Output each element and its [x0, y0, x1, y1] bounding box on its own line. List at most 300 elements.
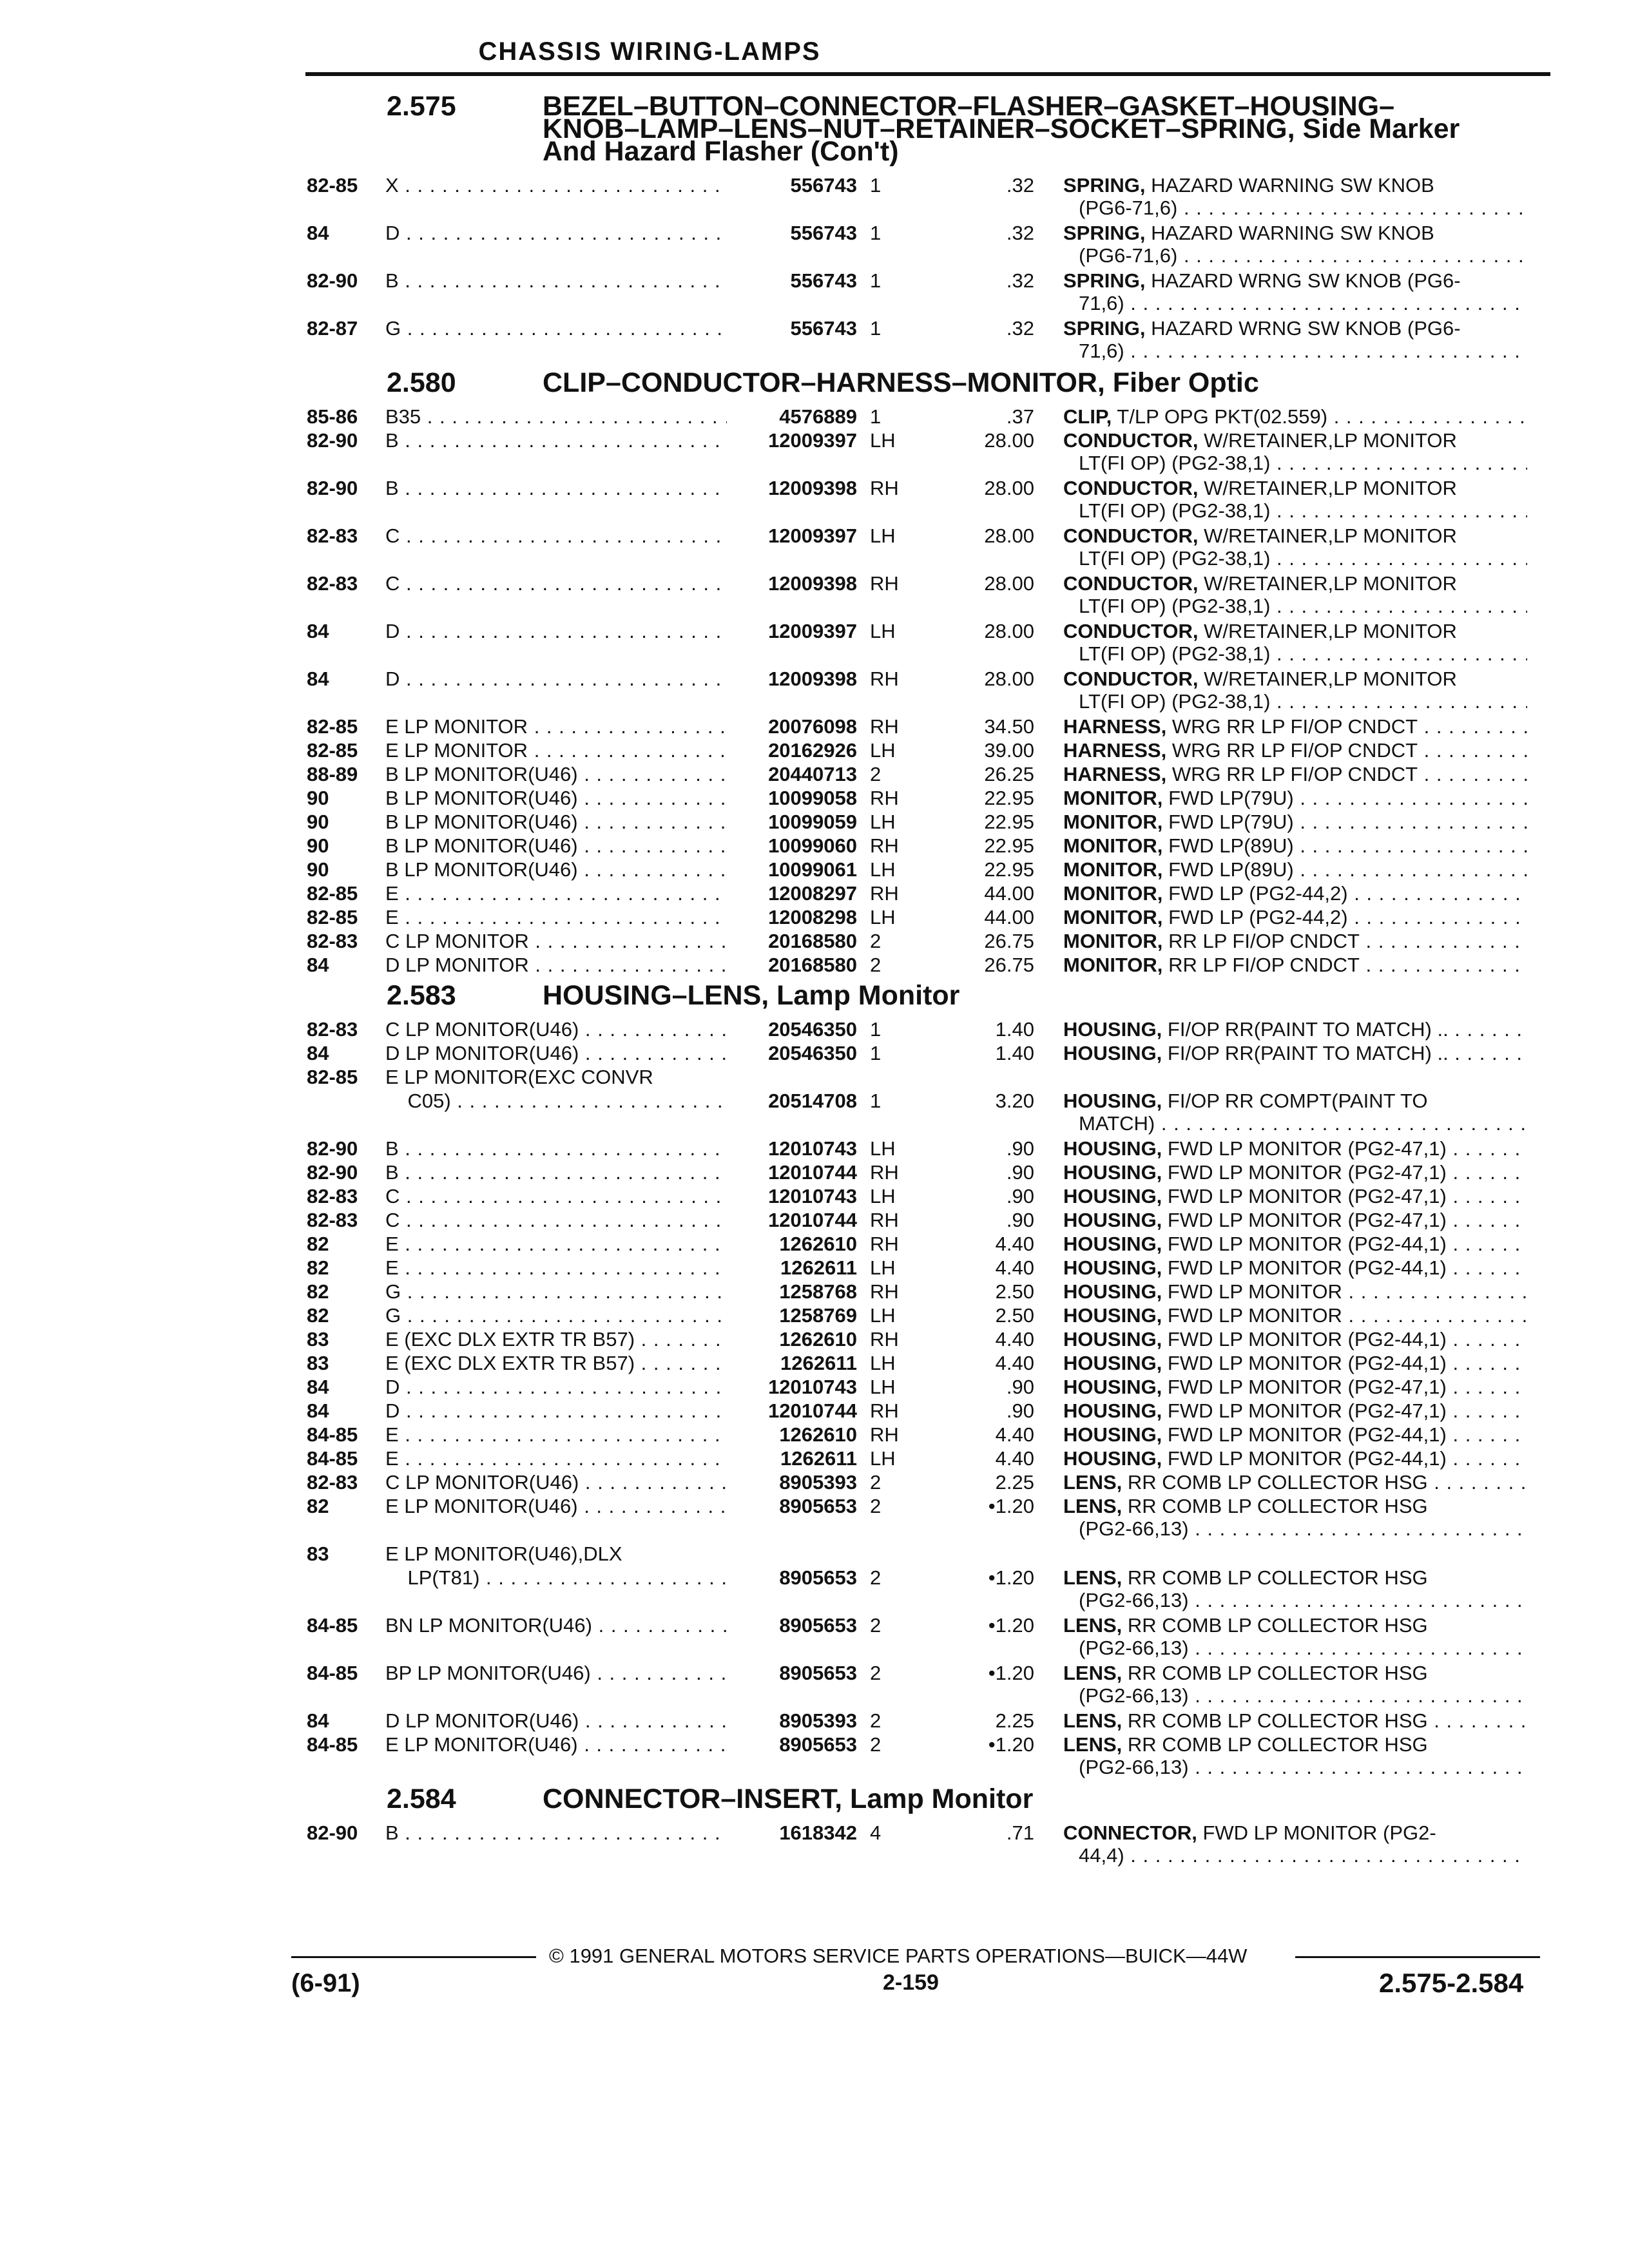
quantity: 2: [870, 1495, 882, 1517]
model-year: 84: [307, 954, 329, 976]
price: 28.00: [984, 429, 1034, 452]
part-name: [1063, 1375, 1527, 1399]
usage-description: B . . .: [385, 1160, 727, 1184]
part-name-keyword: CONNECTOR,: [1063, 1821, 1197, 1844]
part-name-detail: FWD LP MONITOR (PG2-44,1): [1167, 1447, 1447, 1470]
part-number: 1262610: [779, 1233, 857, 1255]
part-number: 1258768: [779, 1280, 857, 1303]
model-year: 82: [307, 1495, 329, 1517]
part-row: [0, 1566, 1629, 1590]
part-row: [0, 269, 1629, 293]
part-name-keyword: CONDUCTOR,: [1063, 429, 1199, 452]
model-year: 83: [307, 1542, 329, 1565]
part-name-detail: RR COMB LP COLLECTOR HSG: [1127, 1709, 1428, 1732]
section-title-line: HOUSING–LENS, Lamp Monitor: [543, 980, 960, 1011]
usage-description: X . . .: [385, 173, 727, 197]
price: 4.40: [995, 1447, 1034, 1470]
price: 4.40: [995, 1233, 1034, 1255]
part-row: [0, 572, 1629, 595]
model-year: 82-90: [307, 429, 358, 452]
usage-description: E . . .: [385, 1256, 727, 1280]
quantity: LH: [870, 1137, 896, 1160]
part-name-keyword: CLIP,: [1063, 405, 1112, 428]
price: •1.20: [988, 1566, 1034, 1589]
model-year: 84-85: [307, 1447, 358, 1470]
price: 1.40: [995, 1042, 1034, 1064]
part-row: [0, 1137, 1629, 1160]
part-name: [1063, 834, 1527, 858]
part-row: [0, 1494, 1629, 1518]
model-year: 83: [307, 1352, 329, 1374]
quantity: RH: [870, 1399, 899, 1422]
quantity: 1: [870, 269, 882, 292]
part-number: 8905393: [779, 1471, 857, 1494]
part-name-keyword: HOUSING,: [1063, 1352, 1162, 1374]
price: 26.75: [984, 930, 1034, 952]
usage-description: C . . .: [385, 572, 727, 595]
price: 2.50: [995, 1280, 1034, 1303]
part-name-continuation: (PG2-66,13) . . .: [1079, 1636, 1527, 1660]
part-name: [1063, 810, 1527, 834]
part-number: 12010743: [768, 1185, 857, 1207]
title-rule: [305, 72, 1550, 76]
part-number: 556743: [790, 222, 857, 244]
usage-description: B . . .: [385, 476, 727, 500]
part-row: [0, 738, 1629, 762]
part-name-detail: FWD LP MONITOR (PG2-47,1): [1167, 1161, 1447, 1184]
part-row: [0, 786, 1629, 810]
part-name-continuation: 71,6) . . .: [1079, 291, 1527, 315]
price: 22.95: [984, 834, 1034, 857]
usage-description: E LP MONITOR(U46),DLX: [385, 1542, 622, 1565]
part-name: [1063, 953, 1527, 977]
price: 26.75: [984, 954, 1034, 976]
part-row-continuation: [0, 451, 1629, 475]
usage-description: B35 . . .: [385, 405, 727, 428]
price: .90: [1006, 1137, 1034, 1160]
part-row: [0, 1017, 1629, 1041]
part-row: [0, 1542, 1629, 1566]
part-name-keyword: MONITOR,: [1063, 954, 1163, 976]
model-year: 84-85: [307, 1423, 358, 1446]
part-row: [0, 667, 1629, 691]
part-name: [1063, 572, 1527, 595]
section-number: 2.575: [387, 91, 456, 122]
part-name-keyword: LENS,: [1063, 1662, 1123, 1684]
price: 28.00: [984, 477, 1034, 499]
part-name: [1063, 1613, 1527, 1637]
price: 4.40: [995, 1423, 1034, 1446]
part-name-detail: W/RETAINER,LP MONITOR: [1204, 620, 1457, 642]
quantity: LH: [870, 620, 896, 642]
part-row: [0, 715, 1629, 738]
model-year: 82-83: [307, 930, 358, 952]
usage-description: E LP MONITOR(U46) . . .: [385, 1733, 727, 1756]
quantity: 2: [870, 930, 882, 952]
part-row: [0, 762, 1629, 786]
part-name: [1063, 269, 1527, 293]
part-name: [1063, 1446, 1527, 1470]
price: .71: [1006, 1821, 1034, 1844]
model-year: 82-90: [307, 1161, 358, 1184]
model-year: 82-90: [307, 477, 358, 499]
quantity: LH: [870, 1304, 896, 1327]
usage-description: E LP MONITOR(U46) . . .: [385, 1494, 727, 1518]
part-name-detail: RR COMB LP COLLECTOR HSG: [1127, 1733, 1428, 1756]
part-name: [1063, 476, 1527, 500]
part-number: 10099060: [768, 834, 857, 857]
usage-description: C . . .: [385, 1208, 727, 1232]
model-year: 82-87: [307, 317, 358, 340]
quantity: LH: [870, 739, 896, 762]
part-number: 20168580: [768, 954, 857, 976]
part-number: 20076098: [768, 715, 857, 738]
footer-section-range: 2.575-2.584: [1379, 1968, 1524, 1998]
model-year: 82-85: [307, 1066, 358, 1088]
part-name: [1063, 1327, 1527, 1351]
part-name: [1063, 1821, 1527, 1845]
part-name-detail: WRG RR LP FI/OP CNDCT: [1171, 763, 1418, 785]
part-name: [1063, 762, 1527, 786]
part-row: [0, 1256, 1629, 1280]
part-name: [1063, 173, 1527, 197]
part-name: [1063, 405, 1527, 428]
model-year: 84-85: [307, 1662, 358, 1684]
part-row-continuation: [0, 1588, 1629, 1612]
quantity: LH: [870, 906, 896, 928]
part-number: 12009398: [768, 572, 857, 595]
part-row: [0, 1661, 1629, 1685]
part-name-keyword: MONITOR,: [1063, 858, 1163, 881]
usage-description: B LP MONITOR(U46) . . .: [385, 810, 727, 834]
part-name-detail: FWD LP MONITOR (PG2-44,1): [1167, 1256, 1447, 1279]
price: 4.40: [995, 1256, 1034, 1279]
part-name-detail: HAZARD WRNG SW KNOB (PG6-: [1151, 269, 1461, 292]
part-number: 556743: [790, 269, 857, 292]
model-year: 82: [307, 1256, 329, 1279]
part-row: [0, 881, 1629, 905]
usage-description: BP LP MONITOR(U46) . . .: [385, 1661, 727, 1685]
part-row-continuation: [0, 1843, 1629, 1867]
part-row-continuation: [0, 689, 1629, 713]
quantity: RH: [870, 834, 899, 857]
part-name: [1063, 1089, 1527, 1113]
part-row: [0, 1184, 1629, 1208]
part-number: 20168580: [768, 930, 857, 952]
usage-description: D . . .: [385, 1375, 727, 1399]
part-name-detail: FWD LP(89U): [1168, 858, 1294, 881]
usage-description: B LP MONITOR(U46) . . .: [385, 858, 727, 881]
part-row: [0, 1208, 1629, 1232]
price: .32: [1006, 269, 1034, 292]
part-name: [1063, 1160, 1527, 1184]
part-name-keyword: SPRING,: [1063, 317, 1146, 340]
footer-rule-right: [1295, 1956, 1540, 1958]
usage-description: E . . .: [385, 1232, 727, 1256]
part-name-detail: FI/OP RR(PAINT TO MATCH) ..: [1167, 1042, 1449, 1064]
price: 22.95: [984, 811, 1034, 833]
section-number: 2.583: [387, 980, 456, 1011]
part-name-keyword: LENS,: [1063, 1614, 1123, 1637]
footer-page-number: 2-159: [883, 1970, 939, 1995]
quantity: 2: [870, 1471, 882, 1494]
part-name-detail: FWD LP MONITOR (PG2-47,1): [1167, 1376, 1447, 1398]
part-name: [1063, 905, 1527, 929]
model-year: 88-89: [307, 763, 358, 785]
usage-description: LP(T81) . . .: [385, 1566, 727, 1590]
part-row-continuation: [0, 1517, 1629, 1541]
part-row: [0, 405, 1629, 428]
model-year: 82-90: [307, 269, 358, 292]
part-name-detail: FWD LP MONITOR (PG2-44,1): [1167, 1233, 1447, 1255]
usage-description: BN LP MONITOR(U46) . . .: [385, 1613, 727, 1637]
part-row: [0, 1821, 1629, 1845]
usage-description: E LP MONITOR . . .: [385, 738, 727, 762]
part-number: 8905653: [779, 1733, 857, 1756]
part-row: [0, 953, 1629, 977]
part-name: [1063, 1470, 1527, 1494]
quantity: RH: [870, 715, 899, 738]
part-name: [1063, 1232, 1527, 1256]
part-name-detail: FWD LP (PG2-44,2): [1168, 906, 1348, 928]
model-year: 90: [307, 858, 329, 881]
section-title-line: CONNECTOR–INSERT, Lamp Monitor: [543, 1783, 1034, 1814]
part-name-keyword: HOUSING,: [1063, 1137, 1162, 1160]
footer-rule-left: [291, 1956, 536, 1958]
usage-description: E . . .: [385, 905, 727, 929]
quantity: RH: [870, 572, 899, 595]
part-row: [0, 810, 1629, 834]
part-name-detail: W/RETAINER,LP MONITOR: [1204, 668, 1457, 690]
part-name-detail: W/RETAINER,LP MONITOR: [1204, 477, 1457, 499]
part-name-continuation: 44,4) . . .: [1079, 1843, 1527, 1867]
part-name-continuation: LT(FI OP) (PG2-38,1) . . .: [1079, 642, 1527, 666]
part-number: 12010743: [768, 1376, 857, 1398]
part-number: 12010744: [768, 1399, 857, 1422]
part-name-keyword: LENS,: [1063, 1733, 1123, 1756]
part-name-detail: RR COMB LP COLLECTOR HSG: [1127, 1662, 1428, 1684]
model-year: 84: [307, 1376, 329, 1398]
part-name-keyword: HOUSING,: [1063, 1042, 1162, 1064]
part-name-detail: FWD LP(89U): [1168, 834, 1294, 857]
part-row-continuation: [0, 546, 1629, 570]
quantity: 1: [870, 1090, 882, 1112]
usage-description: B . . .: [385, 1821, 727, 1845]
part-number: 556743: [790, 317, 857, 340]
quantity: 2: [870, 1662, 882, 1684]
part-row: [0, 1041, 1629, 1065]
part-name-keyword: CONDUCTOR,: [1063, 620, 1199, 642]
part-row-continuation: [0, 642, 1629, 666]
part-name: [1063, 715, 1527, 738]
quantity: RH: [870, 1233, 899, 1255]
usage-description: G . . .: [385, 1280, 727, 1303]
price: 26.25: [984, 763, 1034, 785]
quantity: LH: [870, 524, 896, 547]
part-name-keyword: HOUSING,: [1063, 1399, 1162, 1422]
quantity: 1: [870, 1018, 882, 1041]
part-name: [1063, 786, 1527, 810]
quantity: RH: [870, 477, 899, 499]
quantity: 1: [870, 317, 882, 340]
part-name: [1063, 524, 1527, 548]
part-name-keyword: HOUSING,: [1063, 1423, 1162, 1446]
part-row-continuation: [0, 196, 1629, 220]
part-number: 10099061: [768, 858, 857, 881]
part-name: [1063, 1208, 1527, 1232]
part-row-continuation: [0, 1111, 1629, 1135]
part-name-keyword: MONITOR,: [1063, 882, 1163, 905]
usage-description: D . . .: [385, 667, 727, 691]
price: •1.20: [988, 1495, 1034, 1517]
part-number: 1262611: [780, 1256, 857, 1279]
model-year: 82-85: [307, 174, 358, 197]
part-name-continuation: (PG6-71,6) . . .: [1079, 244, 1527, 267]
part-number: 10099058: [768, 787, 857, 809]
quantity: 1: [870, 222, 882, 244]
model-year: 84: [307, 222, 329, 244]
part-number: 12009397: [768, 429, 857, 452]
part-row: [0, 1733, 1629, 1756]
price: 28.00: [984, 524, 1034, 547]
part-row: [0, 1327, 1629, 1351]
model-year: 82-83: [307, 1018, 358, 1041]
section-number: 2.580: [387, 367, 456, 398]
usage-description: B . . .: [385, 1137, 727, 1160]
part-name-detail: FWD LP MONITOR (PG2-: [1202, 1821, 1436, 1844]
part-name-keyword: HOUSING,: [1063, 1304, 1162, 1327]
part-number: 4576889: [779, 405, 857, 428]
part-name-detail: RR COMB LP COLLECTOR HSG: [1127, 1495, 1428, 1517]
part-number: 12009397: [768, 524, 857, 547]
part-name-detail: RR LP FI/OP CNDCT: [1168, 930, 1360, 952]
model-year: 82-85: [307, 715, 358, 738]
part-name-detail: FWD LP MONITOR: [1167, 1280, 1342, 1303]
model-year: 82: [307, 1233, 329, 1255]
usage-description: B LP MONITOR(U46) . . .: [385, 762, 727, 786]
quantity: LH: [870, 858, 896, 881]
usage-description: C LP MONITOR(U46) . . .: [385, 1017, 727, 1041]
part-row-continuation: [0, 244, 1629, 267]
price: 39.00: [984, 739, 1034, 762]
part-number: 12009397: [768, 620, 857, 642]
part-name-continuation: (PG6-71,6) . . .: [1079, 196, 1527, 220]
section-number: 2.584: [387, 1783, 456, 1814]
part-number: 12009398: [768, 668, 857, 690]
part-name: [1063, 1351, 1527, 1375]
part-row: [0, 1470, 1629, 1494]
price: .90: [1006, 1399, 1034, 1422]
usage-description: B . . .: [385, 269, 727, 293]
part-name-detail: WRG RR LP FI/OP CNDCT: [1171, 739, 1418, 762]
part-number: 12009398: [768, 477, 857, 499]
part-name-keyword: CONDUCTOR,: [1063, 668, 1199, 690]
usage-description: E . . .: [385, 1446, 727, 1470]
part-name-keyword: LENS,: [1063, 1495, 1123, 1517]
quantity: LH: [870, 1447, 896, 1470]
price: •1.20: [988, 1662, 1034, 1684]
section-title-line: BEZEL–BUTTON–CONNECTOR–FLASHER–GASKET–HOUSING–: [543, 91, 1395, 122]
usage-description: D LP MONITOR . . .: [385, 953, 727, 977]
price: .90: [1006, 1161, 1034, 1184]
part-name: [1063, 1137, 1527, 1160]
part-name-continuation: (PG2-66,13) . . .: [1079, 1755, 1527, 1779]
model-year: 82-83: [307, 524, 358, 547]
model-year: 82-85: [307, 906, 358, 928]
price: 2.25: [995, 1471, 1034, 1494]
part-row: [0, 1423, 1629, 1446]
part-name-continuation: (PG2-66,13) . . .: [1079, 1517, 1527, 1541]
quantity: 2: [870, 1566, 882, 1589]
part-name-continuation: MATCH) . . .: [1079, 1111, 1527, 1135]
part-name-keyword: LENS,: [1063, 1709, 1123, 1732]
price: 22.95: [984, 858, 1034, 881]
quantity: 1: [870, 1042, 882, 1064]
part-name-detail: FWD LP MONITOR (PG2-44,1): [1167, 1328, 1447, 1350]
usage-description: D LP MONITOR(U46) . . .: [385, 1041, 727, 1065]
part-name-detail: WRG RR LP FI/OP CNDCT: [1171, 715, 1418, 738]
part-number: 10099059: [768, 811, 857, 833]
part-row: [0, 1613, 1629, 1637]
price: 3.20: [995, 1090, 1034, 1112]
part-name-keyword: CONDUCTOR,: [1063, 572, 1199, 595]
part-number: 1262611: [780, 1352, 857, 1374]
part-name-keyword: SPRING,: [1063, 222, 1146, 244]
price: 28.00: [984, 620, 1034, 642]
quantity: 1: [870, 174, 882, 197]
part-row: [0, 1232, 1629, 1256]
quantity: 1: [870, 405, 882, 428]
part-name-keyword: HOUSING,: [1063, 1185, 1162, 1207]
part-row: [0, 316, 1629, 340]
model-year: 84: [307, 1709, 329, 1732]
part-name: [1063, 316, 1527, 340]
part-name-detail: FWD LP MONITOR: [1167, 1304, 1342, 1327]
part-name-keyword: HOUSING,: [1063, 1209, 1162, 1231]
part-name-keyword: HARNESS,: [1063, 715, 1167, 738]
model-year: 82-83: [307, 1185, 358, 1207]
quantity: RH: [870, 787, 899, 809]
price: 22.95: [984, 787, 1034, 809]
part-row: [0, 834, 1629, 858]
part-name-detail: FWD LP(79U): [1168, 787, 1294, 809]
usage-description: E . . .: [385, 1423, 727, 1446]
quantity: 2: [870, 1709, 882, 1732]
part-name: [1063, 738, 1527, 762]
usage-description: D LP MONITOR(U46) . . .: [385, 1709, 727, 1733]
usage-description: E (EXC DLX EXTR TR B57) . . .: [385, 1327, 727, 1351]
part-name-detail: RR COMB LP COLLECTOR HSG: [1127, 1566, 1428, 1589]
price: 4.40: [995, 1328, 1034, 1350]
part-row: [0, 858, 1629, 881]
part-row: [0, 1446, 1629, 1470]
part-name: [1063, 1017, 1527, 1041]
price: 44.00: [984, 882, 1034, 905]
quantity: 2: [870, 1614, 882, 1637]
usage-description: D . . .: [385, 221, 727, 245]
usage-description: C . . .: [385, 1184, 727, 1208]
part-name-detail: FWD LP MONITOR (PG2-47,1): [1167, 1137, 1447, 1160]
part-number: 20440713: [768, 763, 857, 785]
part-name: [1063, 1661, 1527, 1685]
part-name: [1063, 221, 1527, 245]
part-number: 12010744: [768, 1161, 857, 1184]
price: .32: [1006, 317, 1034, 340]
usage-description: G . . .: [385, 1303, 727, 1327]
model-year: 84-85: [307, 1733, 358, 1756]
part-name-keyword: HOUSING,: [1063, 1090, 1162, 1112]
part-name-detail: HAZARD WRNG SW KNOB (PG6-: [1151, 317, 1461, 340]
